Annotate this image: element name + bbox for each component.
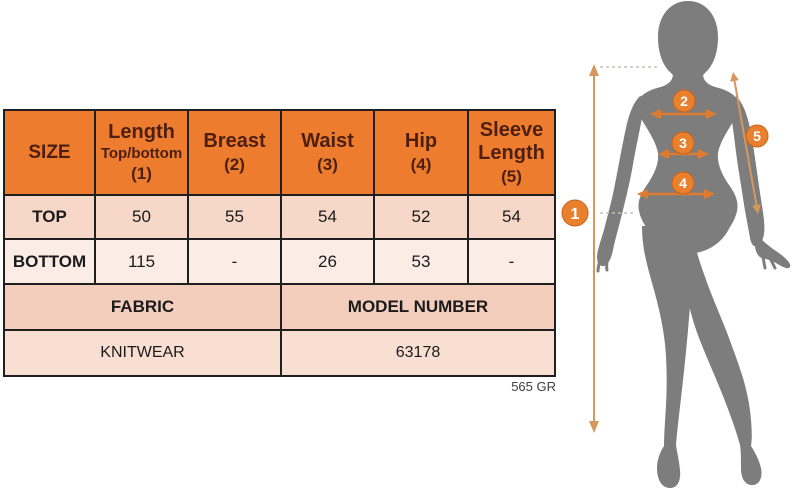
header-waist-main: Waist <box>301 130 354 153</box>
header-size-label: SIZE <box>28 141 71 163</box>
top-length-value: 50 <box>132 207 151 227</box>
header-sleeve-main2: Length <box>478 141 545 164</box>
header-breast-main: Breast <box>203 130 266 153</box>
table-cell <box>94 238 187 283</box>
header-cell-breast <box>187 111 280 194</box>
badge-5-number: 5 <box>753 128 761 144</box>
header-length-sub: Top/bottom <box>100 145 183 163</box>
header-hip-main: Hip <box>404 130 438 153</box>
header-cell-sleeve <box>467 111 554 194</box>
model-number-header-label: MODEL NUMBER <box>347 297 489 317</box>
header-sleeve-num: (5) <box>501 166 522 186</box>
badge-2-number: 2 <box>680 93 688 109</box>
header-cell-hip <box>373 111 467 194</box>
size-chart-table <box>3 109 556 377</box>
top-sleeve-value: 54 <box>502 207 521 227</box>
bottom-breast-value: - <box>231 251 238 271</box>
header-waist-num: (3) <box>317 155 338 175</box>
weight-note: 565 GR <box>511 379 556 394</box>
badge-1-number: 1 <box>570 206 580 223</box>
model-number-header-cell <box>280 283 554 329</box>
header-cell-length <box>94 111 187 194</box>
bottom-length-value: 115 <box>127 251 156 271</box>
table-cell <box>467 238 554 283</box>
header-breast-num: (2) <box>224 155 245 175</box>
silhouette-right-leg <box>685 226 762 485</box>
bottom-waist-value: 26 <box>318 251 337 271</box>
table-cell <box>94 194 187 238</box>
figure-svg <box>560 0 800 496</box>
left-hand-finger <box>607 252 608 270</box>
silhouette-head <box>658 1 718 84</box>
top-waist-value: 54 <box>318 207 337 227</box>
badge-4-number: 4 <box>679 175 687 191</box>
table-cell <box>187 238 280 283</box>
fabric-header-cell <box>5 283 280 329</box>
header-hip-num: (4) <box>410 155 432 175</box>
length-arrow-down <box>589 421 599 433</box>
sleeve-arrow-up <box>730 72 739 82</box>
right-hand-finger <box>763 257 765 268</box>
top-hip-value: 52 <box>411 207 431 227</box>
header-length-num: (1) <box>131 164 152 184</box>
table-cell <box>373 238 467 283</box>
table-row-top-label <box>5 194 94 238</box>
badge-3-number: 3 <box>679 135 687 151</box>
table-row-bottom-label <box>5 238 94 283</box>
bottom-hip-value: 53 <box>411 251 431 271</box>
table-cell <box>467 194 554 238</box>
table-cell <box>373 194 467 238</box>
model-number-value: 63178 <box>395 343 441 361</box>
fabric-value: KNITWEAR <box>100 343 185 361</box>
silhouette-right-arm <box>730 96 764 247</box>
table-cell <box>280 194 373 238</box>
header-cell-size <box>5 111 94 194</box>
model-number-value-cell <box>280 329 554 375</box>
woman-silhouette <box>597 1 790 488</box>
silhouette-left-leg <box>642 226 692 488</box>
length-arrow-up <box>589 64 599 76</box>
fabric-header-label: FABRIC <box>110 297 175 317</box>
table-cell <box>280 238 373 283</box>
header-length-main: Length <box>108 121 175 144</box>
fabric-value-cell <box>5 329 280 375</box>
header-cell-waist <box>280 111 373 194</box>
measurement-figure <box>560 0 800 496</box>
row-bottom-label: BOTTOM <box>12 251 87 271</box>
top-breast-value: 55 <box>225 207 244 227</box>
table-cell <box>187 194 280 238</box>
row-top-label: TOP <box>32 207 67 227</box>
silhouette-left-arm <box>597 96 646 266</box>
bottom-sleeve-value: - <box>508 251 515 271</box>
header-sleeve-main: Sleeve <box>479 118 544 141</box>
